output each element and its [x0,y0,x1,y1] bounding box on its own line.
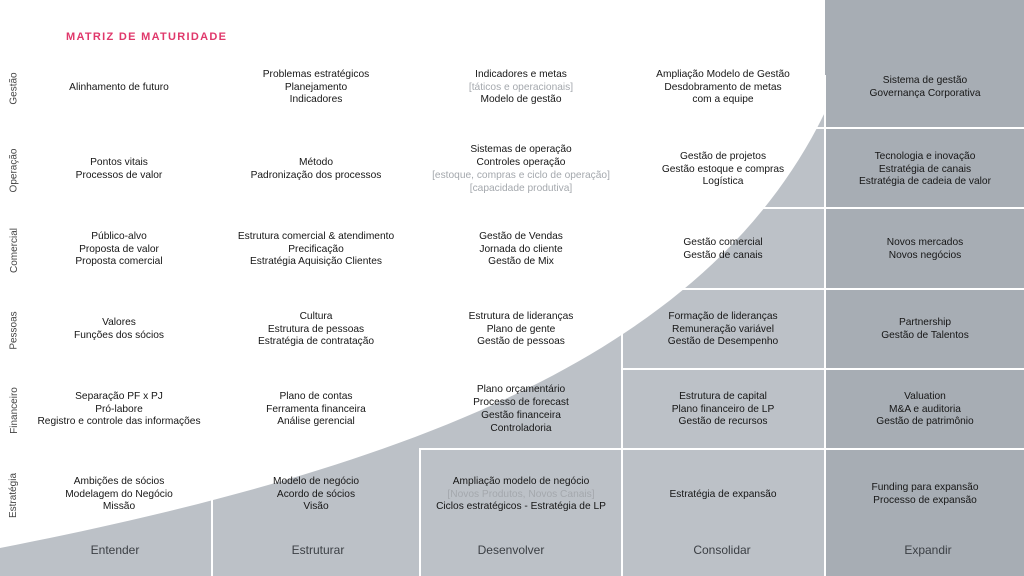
cell-item: Tecnologia e inovação [874,150,976,162]
cell-item: Estratégia de cadeia de valor [859,176,991,188]
cell-item: Gestão de Desempenho [667,336,779,348]
cell-pessoas-consolidar [623,290,823,370]
cell-item: Acordo de sócios [276,488,356,500]
stage-label-estruturar: Estruturar [291,543,345,557]
row-label-text: Gestão [8,71,20,105]
cell-item: Processo de expansão [873,495,977,506]
cell-comercial-expandir [827,210,1023,290]
cell-financeiro-desenvolver [421,370,621,450]
cell-item: Público-alvo [91,230,147,242]
cell-operacao-estruturar [216,130,416,210]
cell-item: Planejamento [284,81,348,93]
cell-item: Gestão de canais [683,250,763,261]
cell-comercial-desenvolver [421,210,621,290]
cell-estrategia-consolidar [623,452,823,538]
cell-item: M&A e auditoria [889,403,961,415]
cell-operacao-expandir [827,130,1023,210]
cell-item: Análise gerencial [277,416,355,428]
cell-item: Método [299,157,333,169]
cell-item: Plano de contas [279,390,353,402]
cell-item: Registro e controle das informações [37,416,201,428]
cell-item: Gestão de recursos [678,416,768,428]
cell-item: Estratégia de contratação [257,336,375,348]
cell-item: Sistema de gestão [882,75,968,87]
cell-operacao-consolidar [623,130,823,210]
cell-item: Processo de forecast [473,397,569,409]
cell-financeiro-entender [19,370,219,450]
cell-estrategia-estruturar [216,452,416,538]
cell-comercial-consolidar [623,210,823,290]
cell-item: Plano de gente [486,323,556,335]
page-title: MATRIZ DE MATURIDADE [66,31,228,43]
cell-operacao-entender [19,130,219,210]
cell-estrategia-desenvolver [421,452,621,538]
cell-item: Modelo de gestão [480,94,562,106]
cell-estrategia-entender [19,452,219,538]
cell-item: Jornada do cliente [479,243,563,255]
cell-item: com a equipe [692,94,754,106]
cell-item: Ambições de sócios [73,475,165,487]
cell-item: Problemas estratégicos [262,68,370,80]
cell-estrategia-expandir [827,452,1023,538]
cell-item: Novos mercados [886,237,964,249]
cell-pessoas-estruturar [216,290,416,370]
cell-pessoas-desenvolver [421,290,621,370]
cell-gestao-consolidar [623,48,823,128]
cell-item: Pró-labore [95,403,143,415]
cell-item: Gestão de Vendas [479,230,563,242]
row-label-text: Comercial [8,227,20,273]
cell-item: Estratégia de canais [878,163,972,175]
cell-note: [estoque, compras e ciclo de operação] [432,170,610,181]
stage-label-expandir: Expandir [904,543,952,557]
cell-item: Ampliação Modelo de Gestão [656,68,790,80]
cell-item: Processos de valor [75,170,163,181]
cell-item: Estrutura de lideranças [468,310,574,322]
cell-item: Formação de lideranças [668,310,778,322]
cell-item: Modelo de negócio [272,475,360,487]
cell-comercial-estruturar [216,210,416,290]
cell-item: Estrutura comercial & atendimento [237,230,395,242]
cell-item: Gestão de projetos [679,150,767,162]
stage-label-entender: Entender [90,543,140,557]
cell-item: Partnership [898,317,952,329]
row-label-text: Financeiro [8,386,20,434]
cell-item: Proposta de valor [79,243,159,255]
cell-pessoas-expandir [827,290,1023,370]
cell-item: Visão [303,501,329,513]
row-label-text: Operação [8,148,20,192]
cell-item: Pontos vitais [90,157,148,169]
cell-note: [capacidade produtiva] [469,182,573,194]
cell-item: Funding para expansão [871,482,979,494]
stage-label-consolidar: Consolidar [693,543,751,557]
cell-item: Ferramenta financeira [266,403,366,415]
cell-note: [táticos e operacionais] [468,81,574,93]
stage-label-desenvolver: Desenvolver [477,543,545,557]
cell-item: Valores [102,317,136,329]
cell-item: Gestão financeira [481,410,561,421]
cell-item: Indicadores [289,94,343,106]
cell-item: Ciclos estratégicos - Estratégia de LP [436,501,606,513]
cell-item: Cultura [299,310,333,322]
cell-item: Novos negócios [888,250,962,261]
cell-item: Estrutura de pessoas [267,323,365,335]
cell-item: Desdobramento de metas [664,81,782,93]
cell-item: Modelagem do Negócio [65,488,173,500]
row-label-text: Estratégia [8,472,20,518]
cell-item: Gestão de patrimônio [876,416,974,428]
cell-item: Proposta comercial [75,256,163,268]
cell-item: Indicadores e metas [475,68,567,80]
cell-gestao-desenvolver [421,48,621,128]
cell-item: Estrutura de capital [679,390,767,402]
cell-note: [Novos Produtos, Novos Canais] [447,488,595,500]
cell-item: Ampliação modelo de negócio [452,475,590,487]
cell-item: Valuation [904,390,946,402]
cell-item: Plano orçamentário [476,384,566,396]
cell-financeiro-expandir [827,370,1023,450]
cell-item: Estratégia Aquisição Clientes [250,256,382,268]
cell-item: Alinhamento de futuro [69,81,169,93]
cell-operacao-desenvolver [421,130,621,210]
cell-item: Funções dos sócios [73,330,165,341]
cell-item: Gestão comercial [683,237,763,249]
row-label-text: Pessoas [8,310,20,350]
cell-comercial-entender [19,210,219,290]
cell-item: Separação PF x PJ [75,390,163,402]
cell-item: Gestão estoque e compras [661,163,785,175]
cell-item: Gestão de Mix [488,256,554,268]
cell-item: Precificação [288,243,344,255]
cell-financeiro-consolidar [623,370,823,450]
cell-item: Controles operação [476,157,566,169]
cell-financeiro-estruturar [216,370,416,450]
cell-item: Governança Corporativa [869,88,981,99]
cell-gestao-estruturar [216,48,416,128]
cell-item: Gestão de pessoas [477,336,565,348]
cell-item: Remuneração variável [672,323,774,335]
cell-item: Sistemas de operação [470,144,572,156]
cell-item: Plano financeiro de LP [671,403,775,415]
cell-item: Logística [702,176,744,188]
cell-gestao-entender [19,48,219,128]
cell-item: Gestão de Talentos [881,330,969,341]
cell-item: Padronização dos processos [250,170,382,181]
cell-pessoas-entender [19,290,219,370]
cell-item: Missão [102,501,136,513]
cell-gestao-expandir [827,48,1023,128]
cell-item: Estratégia de expansão [669,488,777,500]
cell-item: Controladoria [490,422,552,434]
